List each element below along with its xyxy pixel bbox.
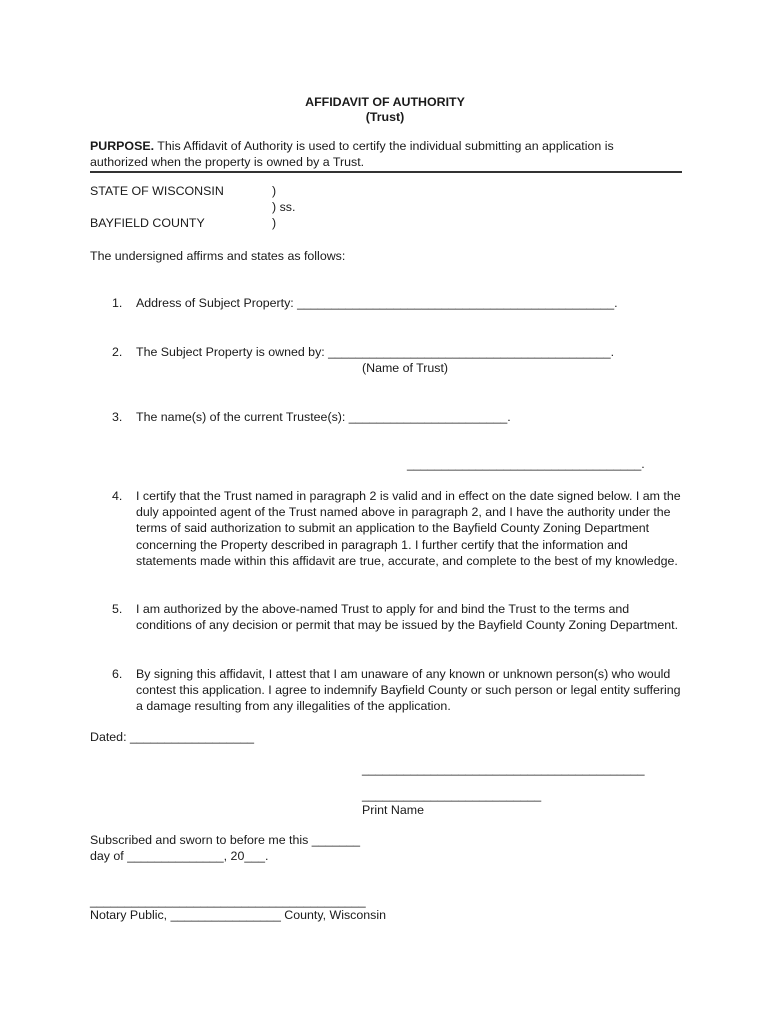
notary-prefix: Notary Public,	[90, 908, 171, 922]
signature-line: _________________________________________	[362, 762, 645, 776]
item-number-5: 5.	[112, 602, 123, 616]
sworn-line-2: day of ______________, 20___.	[90, 849, 269, 863]
intro-statement: The undersigned affirms and states as follows:	[90, 249, 346, 263]
purpose-line-2: authorized when the property is owned by a Trust.	[90, 155, 365, 169]
notary-county-blank: ________________	[170, 908, 281, 922]
venue-county: BAYFIELD COUNTY	[90, 216, 205, 230]
purpose-text: This Affidavit of Authority is used to certify the individual submitting an application is	[154, 139, 614, 153]
venue-state: STATE OF WISCONSIN	[90, 184, 224, 198]
item-2-owner: The Subject Property is owned by: _________________________________________.	[136, 345, 615, 359]
item-number-3: 3.	[112, 410, 123, 424]
venue-paren-1: )	[272, 184, 277, 198]
notary-county-line	[90, 907, 386, 923]
item-number-6: 6.	[112, 667, 123, 681]
sworn-line-1: Subscribed and sworn to before me this _______	[90, 833, 361, 847]
print-name-line: __________________________	[362, 788, 542, 802]
item-2-caption: (Name of Trust)	[362, 361, 449, 375]
item-1-address: Address of Subject Property: ______________________________________________.	[136, 296, 618, 310]
item-4-certification: I certify that the Trust named in paragraph 2 is valid and in effect on the date signed below. I am the duly appointed agent of the Trust named above in paragraph 2, and I have the authority under the terms of said authorization to submit an application to the Bayfield County Zoning Department concerning the Property described in paragraph 1. I further certify that the information and statements made within this affidavit are true, accurate, and complete to the best of my knowledge.	[136, 489, 681, 568]
item-6-attestation: By signing this affidavit, I attest that I am unaware of any known or unknown person(s) who would contest this application. I agree to indemnify Bayfield County or such person or legal entity suffering a damage resulting from any illegalities of the application.	[136, 667, 681, 714]
item-3-line-2: __________________________________.	[407, 457, 645, 471]
venue-ss: ) ss.	[272, 200, 296, 214]
document-subtitle: (Trust)	[365, 110, 405, 124]
notary-signature-line: ________________________________________	[90, 894, 366, 908]
item-number-2: 2.	[112, 345, 123, 359]
item-3-trustees: The name(s) of the current Trustee(s): _______________________.	[136, 410, 511, 424]
purpose-line-1	[90, 138, 614, 154]
notary-suffix: County, Wisconsin	[280, 908, 386, 922]
item-number-4: 4.	[112, 489, 123, 503]
print-name-label: Print Name	[362, 803, 424, 817]
purpose-label: PURPOSE.	[90, 139, 155, 153]
venue-paren-3: )	[272, 216, 277, 230]
item-5-authorization: I am authorized by the above-named Trust to apply for and bind the Trust to the terms and conditions of any decision or permit that may be issued by the Bayfield County Zoning Department.	[136, 602, 679, 633]
document-title: AFFIDAVIT OF AUTHORITY	[305, 95, 465, 109]
item-number-1: 1.	[112, 296, 123, 310]
purpose-divider	[90, 171, 682, 173]
dated-field: Dated: __________________	[90, 730, 254, 744]
